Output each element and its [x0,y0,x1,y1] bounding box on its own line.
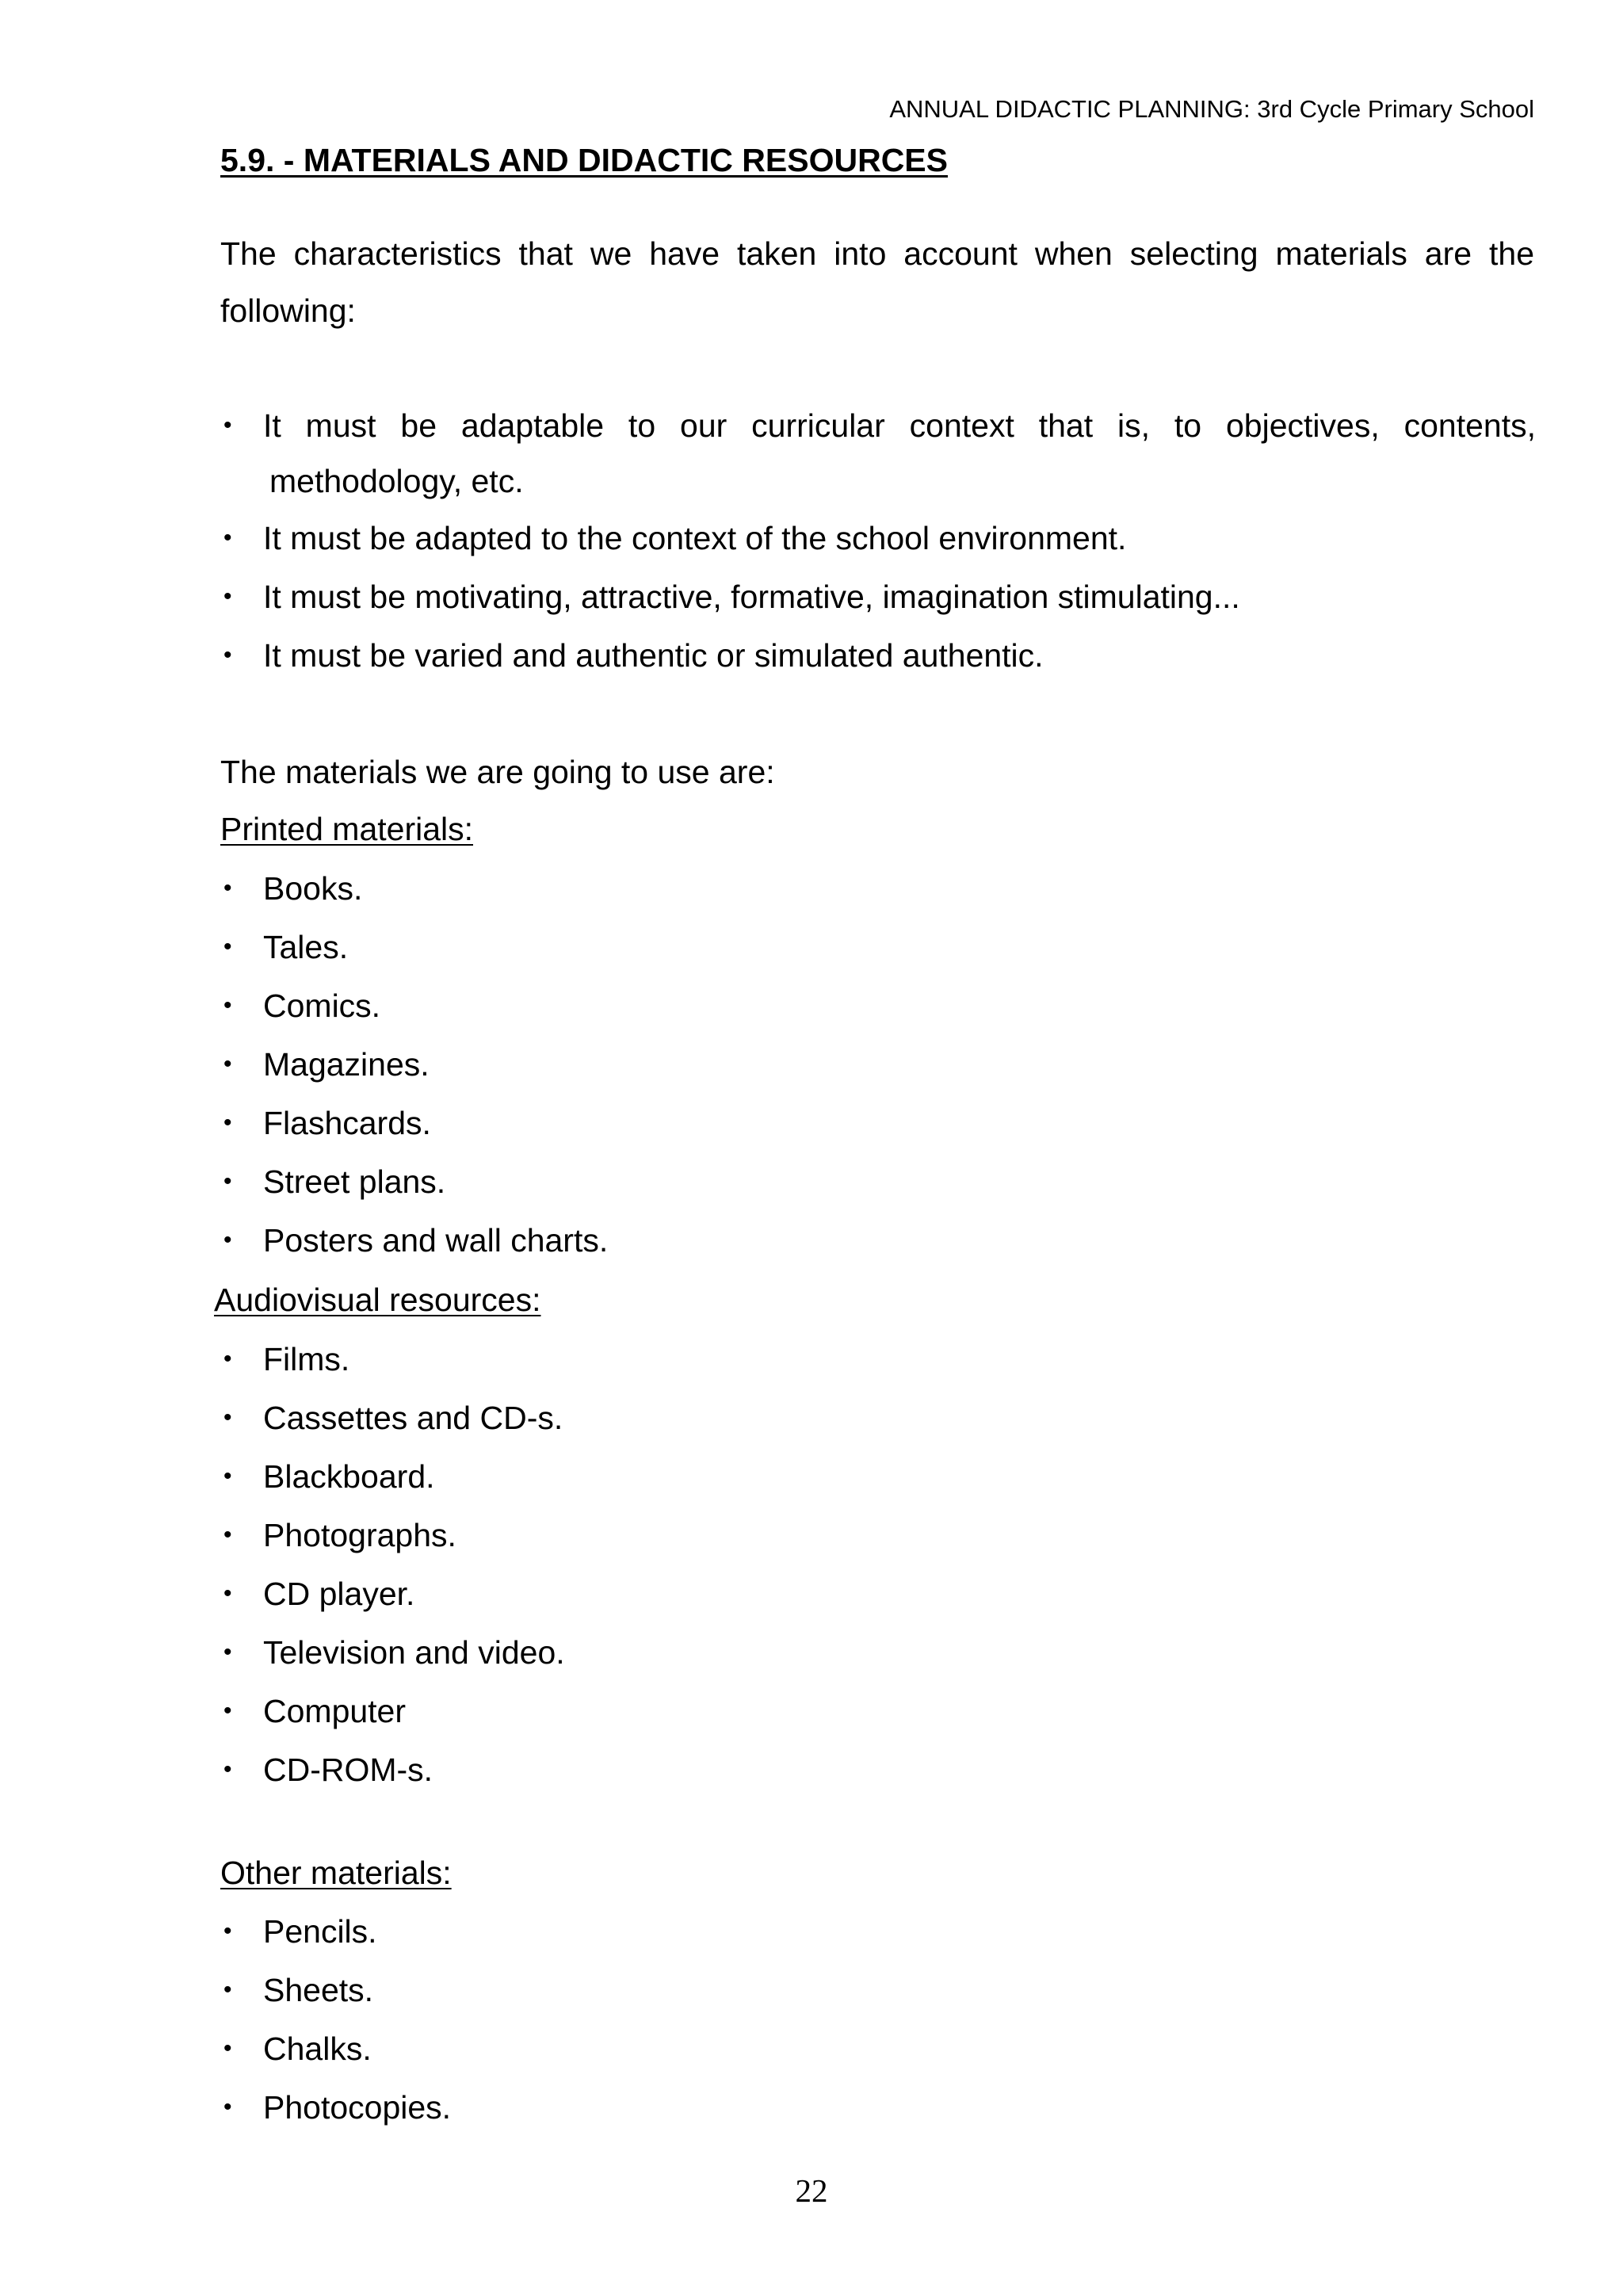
bullet-icon: • [223,1977,232,2003]
list-item [220,1564,1536,1623]
list-item-text: Tales. [263,929,349,965]
bullet-icon: • [223,1522,232,1548]
bullet-icon: • [223,1346,232,1372]
list-item [220,1623,1536,1682]
bullet-icon: • [223,1580,232,1606]
list-item [220,2078,1536,2137]
bullet-icon: • [223,1698,232,1724]
intro-paragraph [220,225,1534,339]
list-item-text: Blackboard. [263,1458,435,1495]
list-item-text: Cassettes and CD-s. [263,1400,563,1436]
bullet-icon: • [223,1110,232,1136]
other-materials-list [220,1902,1536,2137]
list-item-text: Street plans. [263,1163,446,1200]
bullet-icon: • [223,1463,232,1489]
bullet-icon: • [223,992,232,1018]
audiovisual-resources-list [220,1330,1536,1799]
bullet-icon: • [223,1168,232,1194]
bullet-icon: • [223,642,232,668]
bullet-icon: • [223,2094,232,2120]
list-item [220,1152,1536,1211]
list-item [220,859,1536,918]
list-item [220,1682,1536,1740]
criteria-item-text: It must be varied and authentic or simulated authentic. [263,637,1044,674]
list-item-text: CD-ROM-s. [263,1752,433,1788]
bullet-icon: • [223,583,232,609]
list-item [220,626,1536,685]
list-item [220,976,1536,1035]
criteria-item-text: It must be adapted to the context of the school environment. [263,520,1127,556]
intro-line-1: The characteristics that we have taken into account when selecting materials are the [220,235,1534,272]
list-item-text: Comics. [263,988,381,1024]
running-header: ANNUAL DIDACTIC PLANNING: 3rd Cycle Primary School [889,95,1534,123]
list-item-text: CD player. [263,1576,415,1612]
bullet-icon: • [223,1918,232,1944]
list-item [220,1211,1536,1270]
bullet-icon: • [223,1404,232,1431]
list-item-text: Television and video. [263,1634,565,1671]
list-item [220,1506,1536,1564]
list-item-text: Photocopies. [263,2089,452,2126]
list-item-text: Posters and wall charts. [263,1222,609,1259]
printed-materials-list [220,859,1536,1270]
bullet-icon: • [223,1051,232,1077]
bullet-icon: • [223,412,232,438]
list-item [220,2019,1536,2078]
criteria-list [220,398,1536,685]
list-item [220,1094,1536,1152]
section-title: 5.9. - MATERIALS AND DIDACTIC RESOURCES [220,142,948,178]
criteria-item-line-2: methodology, etc. [269,463,524,499]
list-item [220,509,1536,567]
list-item [220,1389,1536,1447]
audiovisual-resources-heading: Audiovisual resources: [214,1282,541,1318]
bullet-icon: • [223,875,232,901]
printed-materials-heading: Printed materials: [220,811,474,847]
bullet-icon: • [223,1639,232,1665]
list-item-text: Flashcards. [263,1105,431,1141]
list-item [220,398,1536,509]
bullet-icon: • [223,934,232,960]
page-number: 22 [795,2172,828,2209]
list-item [220,1330,1536,1389]
list-item-text: Books. [263,870,363,907]
list-item-text: Photographs. [263,1517,456,1553]
materials-intro: The materials we are going to use are: [220,754,775,790]
criteria-item-line-1: It must be adaptable to our curricular context that is, to objectives, contents, [263,407,1536,444]
list-item [220,1035,1536,1094]
list-item [220,1902,1536,1961]
list-item [220,918,1536,976]
other-materials-heading: Other materials: [220,1855,452,1891]
list-item-text: Chalks. [263,2030,372,2067]
list-item [220,1447,1536,1506]
list-item [220,1740,1536,1799]
bullet-icon: • [223,1227,232,1253]
criteria-item-text: It must be motivating, attractive, formative, imagination stimulating... [263,579,1240,615]
intro-line-2: following: [220,292,356,329]
bullet-icon: • [223,525,232,551]
list-item-text: Magazines. [263,1046,430,1083]
list-item [220,567,1536,626]
list-item-text: Sheets. [263,1972,374,2008]
list-item-text: Films. [263,1341,350,1377]
bullet-icon: • [223,2035,232,2061]
bullet-icon: • [223,1756,232,1782]
list-item-text: Pencils. [263,1913,377,1950]
list-item [220,1961,1536,2019]
list-item-text: Computer [263,1693,407,1729]
